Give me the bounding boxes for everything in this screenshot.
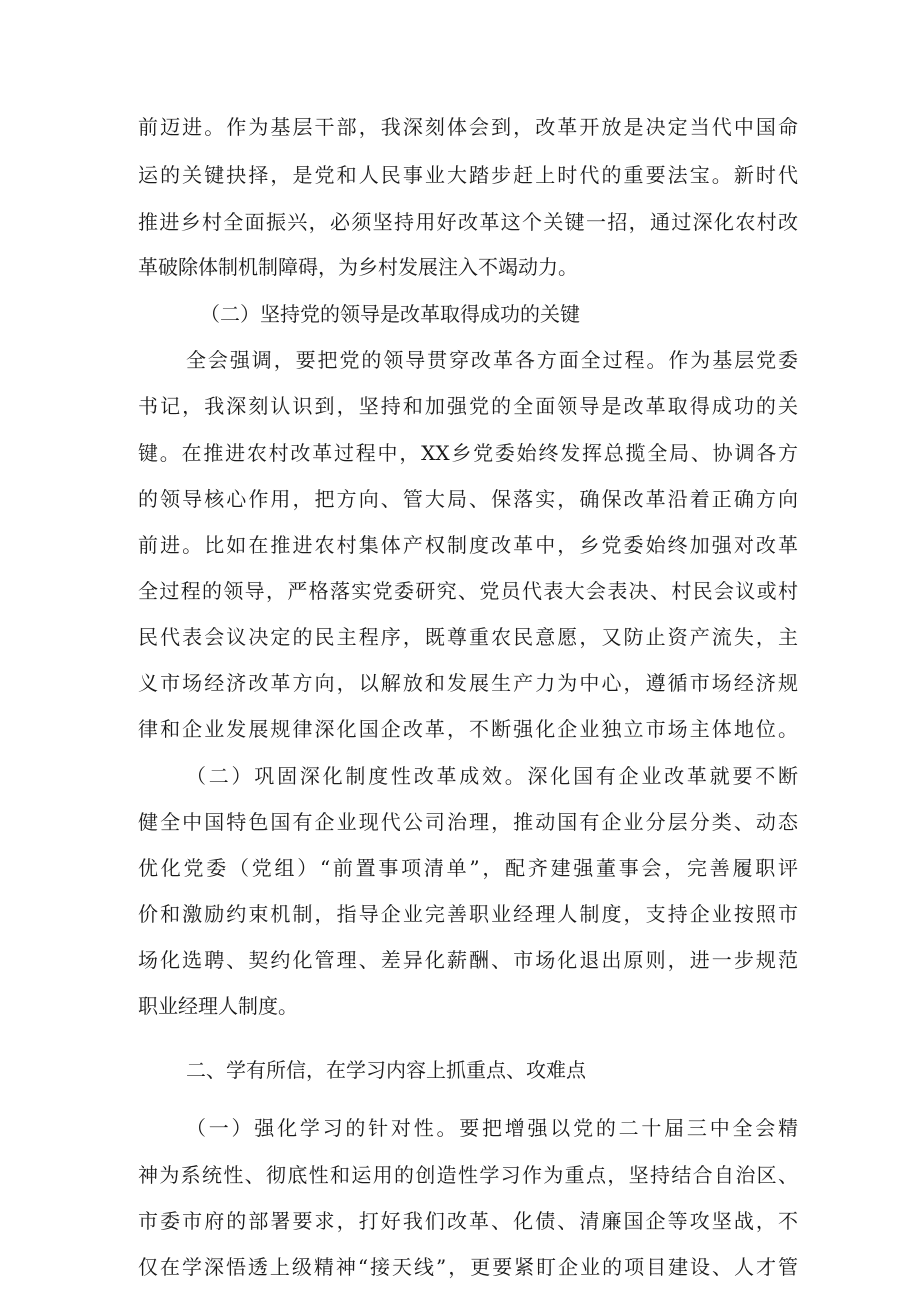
paragraph-2-line-2: 书记，我深刻认识到，坚持和加强党的全面领导是改革取得成功的关 xyxy=(138,394,798,418)
paragraph-2-line-6: 全过程的领导，严格落实党委研究、党员代表大会表决、村民会议或村 xyxy=(138,579,798,603)
paragraph-3-line-6: 职业经理人制度。 xyxy=(138,994,298,1018)
paragraph-2-line-4: 的领导核心作用，把方向、管大局、保落实，确保改革沿着正确方向 xyxy=(138,487,798,511)
paragraph-4-line-1: （一）强化学习的针对性。要把增强以党的二十届三中全会精 xyxy=(186,1116,798,1140)
paragraph-2-line-8: 义市场经济改革方向，以解放和发展生产力为中心，遵循市场经济规 xyxy=(138,671,798,695)
paragraph-4-line-3: 市委市府的部署要求，打好我们改革、化债、清廉国企等攻坚战，不 xyxy=(138,1209,798,1233)
paragraph-1-line-2: 运的关键抉择，是党和人民事业大踏步赶上时代的重要法宝。新时代 xyxy=(138,163,798,187)
paragraph-3-line-4: 价和激励约束机制，指导企业完善职业经理人制度，支持企业按照市 xyxy=(138,902,798,926)
paragraph-2-line-1: 全会强调，要把党的领导贯穿改革各方面全过程。作为基层党委 xyxy=(186,348,798,372)
paragraph-2-line-7: 民代表会议决定的民主程序，既尊重农民意愿，又防止资产流失，主 xyxy=(138,625,798,649)
paragraph-1-line-3: 推进乡村全面振兴，必须坚持用好改革这个关键一招，通过深化农村改 xyxy=(138,210,798,234)
paragraph-2-line-5: 前进。比如在推进农村集体产权制度改革中，乡党委始终加强对改革 xyxy=(138,533,798,557)
paragraph-2-line-3: 键。在推进农村改革过程中，XX乡党委始终发挥总揽全局、协调各方 xyxy=(138,441,798,465)
paragraph-3-line-3: 优化党委（党组）“前置事项清单”，配齐建强董事会，完善履职评 xyxy=(138,856,798,880)
paragraph-3-line-2: 健全中国特色国有企业现代公司治理，推动国有企业分层分类、动态 xyxy=(138,810,798,834)
section-heading-main: 二、学有所信，在学习内容上抓重点、攻难点 xyxy=(186,1058,586,1082)
paragraph-4-line-4: 仅在学深悟透上级精神“接天线”，更要紧盯企业的项目建设、人才管 xyxy=(138,1255,798,1279)
paragraph-4-line-2: 神为系统性、彻底性和运用的创造性学习作为重点，坚持结合自治区、 xyxy=(138,1163,798,1187)
paragraph-3-line-1: （二）巩固深化制度性改革成效。深化国有企业改革就要不断 xyxy=(186,764,798,788)
paragraph-2-line-9: 律和企业发展规律深化国企改革，不断强化企业独立市场主体地位。 xyxy=(138,717,798,741)
paragraph-1-line-1: 前迈进。作为基层干部，我深刻体会到，改革开放是决定当代中国命 xyxy=(138,115,798,139)
paragraph-1-line-4: 革破除体制机制障碍，为乡村发展注入不竭动力。 xyxy=(138,255,578,279)
paragraph-3-line-5: 场化选聘、契约化管理、差异化薪酬、市场化退出原则，进一步规范 xyxy=(138,948,798,972)
section-subheading-leadership: （二）坚持党的领导是改革取得成功的关键 xyxy=(200,302,580,326)
